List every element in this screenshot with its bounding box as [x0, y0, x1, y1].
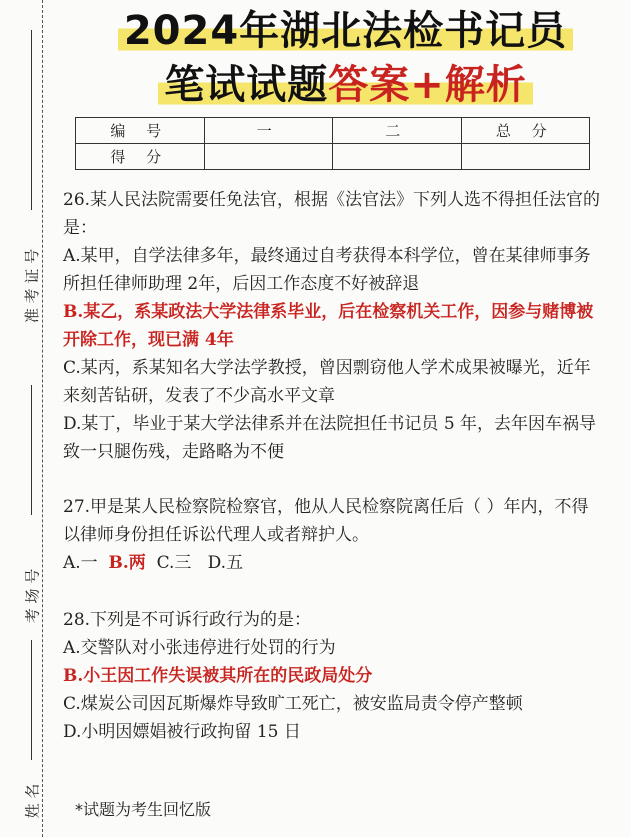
option-c: C.某丙，系某知名大学法学教授，曾因剽窃他人学术成果被曝光，近年来刻苦钻研，发表了不少高水平文章	[63, 358, 591, 406]
question-28	[63, 606, 603, 746]
option-b-answer: B.两	[108, 553, 146, 573]
option-d: D.五	[207, 553, 244, 573]
option-b-answer: B.小王因工作失误被其所在的民政局处分	[63, 666, 373, 686]
exam-room-label: 考 场 号	[23, 568, 42, 624]
question-27	[63, 493, 603, 577]
exam-no-line	[31, 30, 32, 210]
table-cell	[333, 144, 462, 170]
option-a: A.某甲，自学法律多年，最终通过自考获得本科学位，曾在某律师事务所担任律师助理 2年，后因工作态度不好被辞退	[63, 246, 591, 294]
title-line-2	[60, 60, 631, 110]
table-cell	[461, 144, 590, 170]
option-a: A.交警队对小张违停进行处罚的行为	[63, 638, 336, 658]
question-stem: 27.甲是某人民检察院检察官，他从人民检察院离任后（ ）年内，不得以律师身份担任诉讼代理人或者辩护人。	[63, 497, 589, 545]
title-black-part: 笔试试题	[164, 62, 329, 108]
dashed-cut-line	[42, 0, 43, 837]
table-cell: 一	[204, 118, 333, 144]
options-row	[63, 549, 603, 577]
table-cell: 编 号	[76, 118, 205, 144]
question-stem: 26.某人民法院需要任免法官，根据《法官法》下列人选不得担任法官的是：	[63, 190, 601, 238]
footnote: *试题为考生回忆版	[75, 800, 212, 819]
exam-no-label: 准 考 证 号	[23, 248, 41, 324]
table-cell: 总 分	[461, 118, 590, 144]
score-table	[75, 117, 590, 170]
question-26	[63, 186, 603, 466]
title-line-1: 2024年湖北法检书记员	[60, 6, 631, 56]
title-red-part: 答案+解析	[328, 62, 527, 108]
table-cell: 得 分	[76, 144, 205, 170]
name-label: 姓 名	[23, 783, 41, 819]
table-cell	[204, 144, 333, 170]
option-b-answer: B.某乙，系某政法大学法律系毕业，后在检察机关工作，因参与赌博被开除工作，现已满 4年	[63, 302, 594, 350]
option-c: C.三	[156, 553, 192, 573]
option-d: D.某丁，毕业于某大学法律系并在法院担任书记员 5 年，去年因车祸导致一只腿伤残，走路略为不便	[63, 414, 597, 462]
option-d: D.小明因嫖娼被行政拘留 15 日	[63, 722, 301, 742]
table-cell: 二	[333, 118, 462, 144]
binding-margin	[0, 0, 56, 837]
score-table-header-row	[76, 118, 590, 144]
name-line	[31, 640, 32, 760]
score-table-score-row	[76, 144, 590, 170]
option-c: C.煤炭公司因瓦斯爆炸导致旷工死亡，被安监局责令停产整顿	[63, 694, 523, 714]
option-a: A.一	[63, 553, 98, 573]
exam-room-line	[31, 385, 32, 515]
question-stem: 28.下列是不可诉行政行为的是：	[63, 610, 312, 630]
